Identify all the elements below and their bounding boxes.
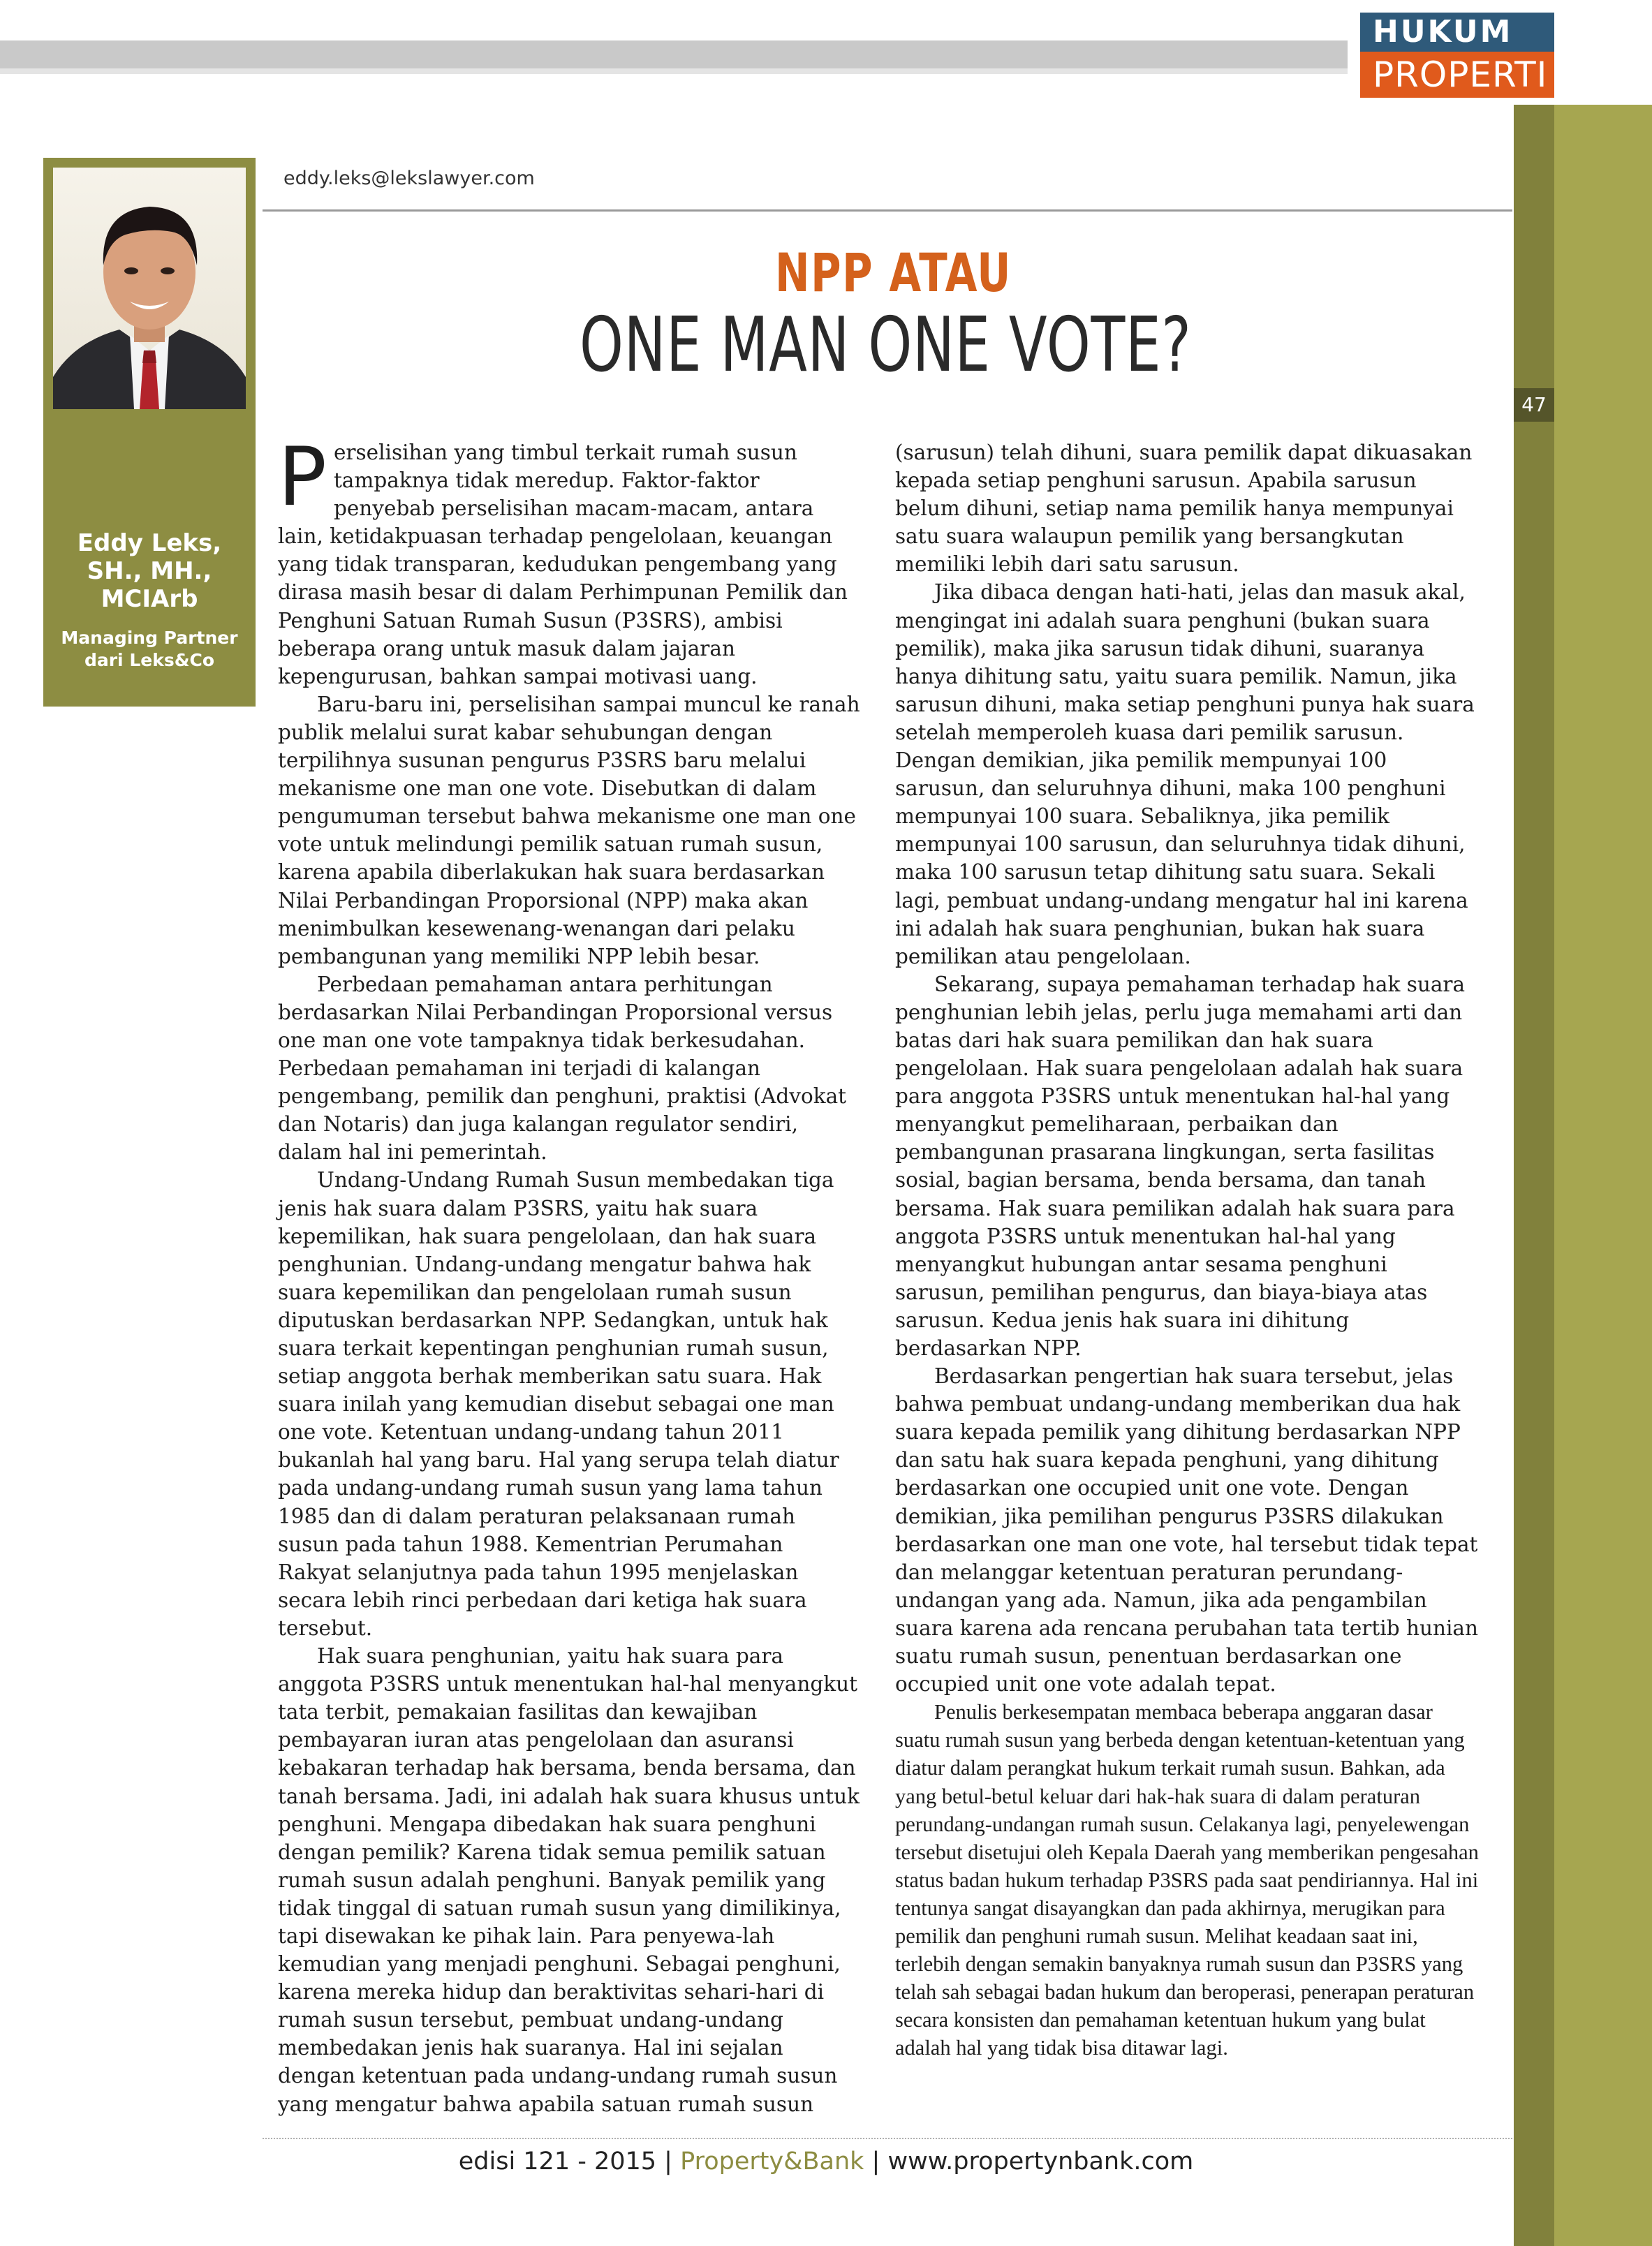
footer-edition: edisi 121 - 2015 | xyxy=(458,2148,681,2175)
body-paragraph: Baru-baru ini, perselisihan sampai muncul ke ranah publik melalui surat kabar sehubungan dengan terpilihnya susunan pengurus P3SRS baru melalui mekanisme one man one vote. Disebutkan di dalam pengumuman tersebut bahwa mekanisme one man one vote untuk melindungi pemilik satuan rumah susun, karena apabila diberlakukan hak suara berdasarkan Nilai Perbandingan Proporsional (NPP) maka akan menimbulkan kesewenang-wenangan dari pelaku pembangunan yang memiliki NPP lebih besar. xyxy=(278,692,860,968)
body-paragraph: Berdasarkan pengertian hak suara tersebut, jelas bahwa pembuat undang-undang memberikan dua hak suara kepada pemilik yang dihitung berdasarkan NPP dan satu hak suara kepada penghuni, yang dihitung berdasarkan one occupied unit one vote. Dengan demikian, jika pemilihan pengurus P3SRS dilakukan berdasarkan one man one vote, hal tersebut tidak tepat dan melanggar ketentuan peraturan perundang-undangan yang ada. Namun, jika ada pengambilan suara karena ada rencana perubahan tata tertib hunian suatu rumah susun, penentuan berdasarkan one occupied unit one vote adalah tepat. xyxy=(895,1364,1478,1697)
author-portrait-image xyxy=(53,168,246,409)
body-paragraph: Perbedaan pemahaman antara perhitungan berdasarkan Nilai Perbandingan Proporsional versus one man one vote tampaknya tidak berkesudahan. Perbedaan pemahaman ini terjadi di kalangan pengembang, pemilik dan penghuni, praktisi (Advokat dan Notaris) dan juga kalangan regulator sendiri, dalam hal ini pemerintah. xyxy=(278,972,847,1165)
author-name xyxy=(43,529,256,613)
footer-rule xyxy=(263,2138,1512,2141)
body-paragraph: Undang-Undang Rumah Susun membedakan tiga jenis hak suara dalam P3SRS, yaitu hak suara kepemilikan, hak suara pengelolaan, dan hak suara penghunian. Undang-undang mengatur bahwa hak suara kepemilikan dan pengelolaan rumah susun diputuskan berdasarkan NPP. Sedangkan, untuk hak suara terkait kepentingan penghunian rumah susun, setiap anggota berhak memberikan satu suara. Hak suara inilah yang kemudian disebut sebagai one man one vote. Ketentuan undang-undang tahun 2011 bukanlah hal yang baru. Hal yang serupa telah diatur pada undang-undang rumah susun yang lama tahun 1985 dan di dalam peraturan pelaksanaan rumah susun pada tahun 1988. Kementrian Perumahan Rakyat selanjutnya pada tahun 1995 menjelaskan secara lebih rinci perbedaan dari ketiga hak suara tersebut. xyxy=(278,1168,839,1640)
top-gray-band xyxy=(0,40,1348,68)
footer-brand: Property&Bank xyxy=(680,2148,864,2175)
header-rule xyxy=(263,209,1512,212)
section-tag-hukum: HUKUM xyxy=(1360,13,1554,52)
author-role-line2: dari Leks&Co xyxy=(84,650,215,670)
article-title: ONE MAN ONE VOTE? xyxy=(580,302,1192,389)
body-paragraph: Jika dibaca dengan hati-hati, jelas dan masuk akal, mengingat ini adalah suara penghuni (bukan suara pemilik), maka jika sarusun tidak dihuni, suaranya hanya dihitung satu, yaitu suara pemilik. Namun, jika sarusun dihuni, maka setiap penghuni punya hak suara setelah memperoleh kuasa dari pemilik sarusun. Dengan demikian, jika pemilik mempunyai 100 sarusun, dan seluruhnya dihuni, maka 100 penghuni mempunyai 100 suara. Sebaliknya, jika pemilik mempunyai 100 sarusun, dan seluruhnya tidak dihuni, maka 100 sarusun tetap dihitung satu suara. Sekali lagi, pembuat undang-undang mengatur hal ini karena ini adalah hak suara penghunian, bukan hak suara pemilikan atau pengelolaan. xyxy=(895,580,1475,968)
author-role xyxy=(43,627,256,672)
body-paragraph: Perselisihan yang timbul terkait rumah susun tampaknya tidak meredup. Faktor-faktor penyebab perselisihan macam-macam, antara lain, ketidakpuasan terhadap pengelolaan, keuangan yang tidak transparan, kedudukan pengembang yang dirasa masih besar di dalam Perhimpunan Pemilik dan Penghuni Satuan Rumah Susun (P3SRS), ambisi beberapa orang untuk masuk dalam jajaran kepengurusan, bahkan sampai motivasi uang. xyxy=(278,430,848,688)
author-name-line3: MCIArb xyxy=(101,585,198,613)
author-name-line1: Eddy Leks, xyxy=(77,529,222,557)
page-footer xyxy=(0,2148,1652,2175)
side-bar-outer xyxy=(1554,105,1652,2246)
drop-cap: P xyxy=(278,430,327,524)
author-box xyxy=(43,158,256,707)
section-tag xyxy=(1360,13,1554,98)
top-gray-band-shadow xyxy=(0,68,1348,74)
article-column-right xyxy=(895,438,1480,2062)
article-kicker: NPP ATAU xyxy=(775,242,1012,304)
author-photo xyxy=(53,168,246,409)
article-column-left xyxy=(278,430,860,2118)
page-number: 47 xyxy=(1514,388,1554,422)
footer-website: | www.propertynbank.com xyxy=(864,2148,1194,2175)
body-paragraph: Hak suara penghunian, yaitu hak suara para anggota P3SRS untuk menentukan hal-hal menyangkut tata terbit, pemakaian fasilitas dan kewajiban pembayaran iuran atas pengelolaan dan asuransi kebakaran terhadap hak bersama, benda bersama, dan tanah bersama. Jadi, ini adalah hak suara khusus untuk penghuni. Mengapa dibedakan hak suara penghuni dengan pemilik? Karena tidak semua pemilik satuan rumah susun adalah penghuni. Banyak pemilik yang tidak tinggal di satuan rumah susun yang dimilikinya, tapi disewakan ke pihak lain. Para penyewa-lah kemudian yang menjadi penghuni. Sebagai penghuni, karena mereka hidup dan beraktivitas sehari-hari di rumah susun tersebut, pembuat undang-undang membedakan jenis hak suaranya. Hal ini sejalan dengan ketentuan pada undang-undang rumah susun yang mengatur bahwa apabila satuan rumah susun xyxy=(278,1644,860,2116)
section-tag-properti: PROPERTI xyxy=(1360,52,1554,98)
author-role-line1: Managing Partner xyxy=(61,628,238,648)
author-email: eddy.leks@lekslawyer.com xyxy=(283,168,535,189)
author-name-line2: SH., MH., xyxy=(87,557,212,585)
body-paragraph: Sekarang, supaya pemahaman terhadap hak suara penghunian lebih jelas, perlu juga memahami arti dan batas dari hak suara pemilikan dan hak suara pengelolaan. Hak suara pengelolaan adalah hak suara para anggota P3SRS untuk menentukan hal-hal yang menyangkut pemeliharaan, perbaikan dan pembangunan prasarana lingkungan, serta fasilitas sosial, bagian bersama, benda bersama, dan tanah bersama. Hak suara pemilikan adalah hak suara para anggota P3SRS untuk menentukan hal-hal yang menyangkut hubungan antar sesama penghuni sarusun, pemilihan pengurus, dan biaya-biaya atas sarusun. Kedua jenis hak suara ini dihitung berdasarkan NPP. xyxy=(895,972,1466,1360)
body-paragraph: Penulis berkesempatan membaca beberapa anggaran dasar suatu rumah susun yang berbeda dengan ketentuan-ketentuan yang diatur dalam perangkat hukum terkait rumah susun. Bahkan, ada yang betul-betul keluar dari hak-hak suara di dalam peraturan perundang-undangan rumah susun. Celakanya lagi, penyelewengan tersebut disetujui oleh Kepala Daerah yang memberikan pengesahan status badan hukum terhadap P3SRS pada saat pendiriannya. Hal ini tentunya sangat disayangkan dan pada akhirnya, merugikan para pemilik dan penghuni rumah susun. Melihat keadaan saat ini, terlebih dengan semakin banyaknya rumah susun dan P3SRS yang telah sah sebagai badan hukum dan beroperasi, penerapan peraturan secara konsisten dan pemahaman ketentuan hukum yang bulat adalah hal yang tidak bisa ditawar lagi. xyxy=(895,1700,1479,2060)
body-paragraph: (sarusun) telah dihuni, suara pemilik dapat dikuasakan kepada setiap penghuni sarusun. Apabila sarusun belum dihuni, setiap nama pemilik hanya mempunyai satu suara walaupun pemilik yang bersangkutan memiliki lebih dari satu sarusun. xyxy=(895,441,1473,577)
side-bar-inner xyxy=(1514,105,1554,2246)
